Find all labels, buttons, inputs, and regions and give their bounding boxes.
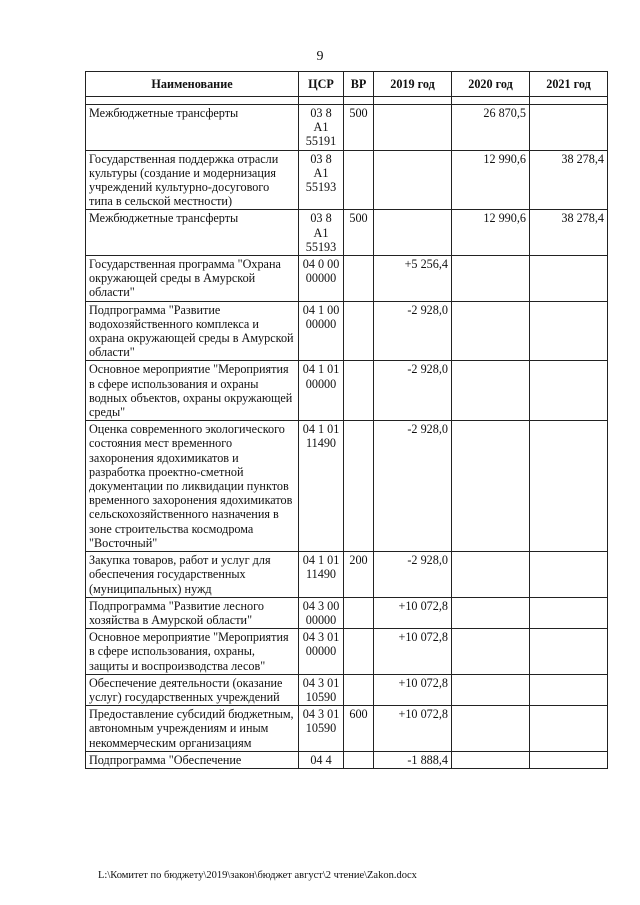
header-name: Наименование	[86, 72, 299, 97]
row-2020	[452, 597, 530, 628]
spacer-row	[86, 97, 608, 105]
row-vr	[344, 674, 374, 705]
row-vr	[344, 421, 374, 552]
row-csr: 04 3 01 10590	[299, 674, 344, 705]
row-2020	[452, 552, 530, 598]
row-2020	[452, 674, 530, 705]
row-2020	[452, 256, 530, 302]
row-vr	[344, 361, 374, 421]
row-2021	[530, 256, 608, 302]
file-path-footer: L:\Комитет по бюджету\2019\закон\бюджет август\2 чтение\Zakon.docx	[98, 870, 417, 881]
row-2019: -2 928,0	[374, 361, 452, 421]
row-2019: +10 072,8	[374, 597, 452, 628]
row-name: Подпрограмма "Развитие лесного хозяйства в Амурской области"	[86, 597, 299, 628]
row-2020: 12 990,6	[452, 150, 530, 210]
row-vr	[344, 629, 374, 675]
row-name: Государственная программа "Охрана окружающей среды в Амурской области"	[86, 256, 299, 302]
row-name: Обеспечение деятельности (оказание услуг) государственных учреждений	[86, 674, 299, 705]
table-row	[86, 706, 608, 752]
row-name: Подпрограмма "Развитие водохозяйственного комплекса и охрана окружающей среды в Амурской области"	[86, 301, 299, 361]
row-vr: 200	[344, 552, 374, 598]
header-csr: ЦСР	[299, 72, 344, 97]
row-2020: 12 990,6	[452, 210, 530, 256]
row-2019: -1 888,4	[374, 751, 452, 768]
row-2020	[452, 421, 530, 552]
row-csr: 04 1 00 00000	[299, 301, 344, 361]
row-vr	[344, 751, 374, 768]
table-row	[86, 597, 608, 628]
row-name: Межбюджетные трансферты	[86, 105, 299, 151]
row-name: Государственная поддержка отрасли культуры (создание и модернизация учреждений культурно-досугового типа в сельской местности)	[86, 150, 299, 210]
row-2020	[452, 629, 530, 675]
table-row	[86, 361, 608, 421]
table-row	[86, 150, 608, 210]
table-row	[86, 674, 608, 705]
row-name: Основное мероприятие "Мероприятия в сфере использования, охраны, защиты и воспроизводства лесов"	[86, 629, 299, 675]
row-2021	[530, 674, 608, 705]
row-2021	[530, 361, 608, 421]
row-2021	[530, 597, 608, 628]
row-2021	[530, 421, 608, 552]
row-2020	[452, 751, 530, 768]
row-csr: 03 8 А1 55191	[299, 105, 344, 151]
table-row	[86, 751, 608, 768]
row-2019: -2 928,0	[374, 552, 452, 598]
row-2021	[530, 751, 608, 768]
row-name: Основное мероприятие "Мероприятия в сфере использования и охраны водных объектов, охраны окружающей среды"	[86, 361, 299, 421]
row-csr: 03 8 А1 55193	[299, 210, 344, 256]
row-2020	[452, 301, 530, 361]
row-2019	[374, 210, 452, 256]
row-2019: +10 072,8	[374, 706, 452, 752]
table-row	[86, 552, 608, 598]
row-vr: 600	[344, 706, 374, 752]
row-csr: 04 3 01 00000	[299, 629, 344, 675]
row-csr: 04 0 00 00000	[299, 256, 344, 302]
row-vr	[344, 256, 374, 302]
row-2021: 38 278,4	[530, 150, 608, 210]
row-csr: 04 1 01 00000	[299, 361, 344, 421]
row-2019	[374, 105, 452, 151]
page-number: 9	[316, 49, 324, 64]
table-row	[86, 256, 608, 302]
row-vr	[344, 301, 374, 361]
row-2021	[530, 105, 608, 151]
row-name: Предоставление субсидий бюджетным, автономным учреждениям и иным некоммерческим организациям	[86, 706, 299, 752]
table-row	[86, 629, 608, 675]
row-vr	[344, 150, 374, 210]
row-2021: 38 278,4	[530, 210, 608, 256]
budget-table	[85, 71, 608, 769]
table-row	[86, 210, 608, 256]
row-csr: 04 3 01 10590	[299, 706, 344, 752]
row-2021	[530, 629, 608, 675]
row-name: Подпрограмма "Обеспечение	[86, 751, 299, 768]
row-2019: -2 928,0	[374, 301, 452, 361]
table-row	[86, 421, 608, 552]
row-2020	[452, 361, 530, 421]
row-2019: +10 072,8	[374, 629, 452, 675]
table-header-row	[86, 72, 608, 97]
row-2019	[374, 150, 452, 210]
row-2019: +10 072,8	[374, 674, 452, 705]
row-2020	[452, 706, 530, 752]
row-csr: 03 8 А1 55193	[299, 150, 344, 210]
row-2019: +5 256,4	[374, 256, 452, 302]
header-2021: 2021 год	[530, 72, 608, 97]
row-csr: 04 3 00 00000	[299, 597, 344, 628]
table-row	[86, 105, 608, 151]
row-name: Закупка товаров, работ и услуг для обеспечения государственных (муниципальных) нужд	[86, 552, 299, 598]
row-csr: 04 1 01 11490	[299, 421, 344, 552]
row-csr: 04 1 01 11490	[299, 552, 344, 598]
row-2021	[530, 301, 608, 361]
header-2020: 2020 год	[452, 72, 530, 97]
row-2019: -2 928,0	[374, 421, 452, 552]
row-vr	[344, 597, 374, 628]
row-name: Межбюджетные трансферты	[86, 210, 299, 256]
table-row	[86, 301, 608, 361]
row-csr: 04 4	[299, 751, 344, 768]
row-vr: 500	[344, 105, 374, 151]
row-name: Оценка современного экологического состояния мест временного захоронения ядохимикатов и разработка проектно-сметной документации по ликвидации пунктов временного захоронения ядохимикатов сельскохозяйственного назначения в зоне строительства космодрома "Восточный"	[86, 421, 299, 552]
row-2021	[530, 552, 608, 598]
row-2020: 26 870,5	[452, 105, 530, 151]
header-2019: 2019 год	[374, 72, 452, 97]
row-2021	[530, 706, 608, 752]
row-vr: 500	[344, 210, 374, 256]
header-vr: ВР	[344, 72, 374, 97]
